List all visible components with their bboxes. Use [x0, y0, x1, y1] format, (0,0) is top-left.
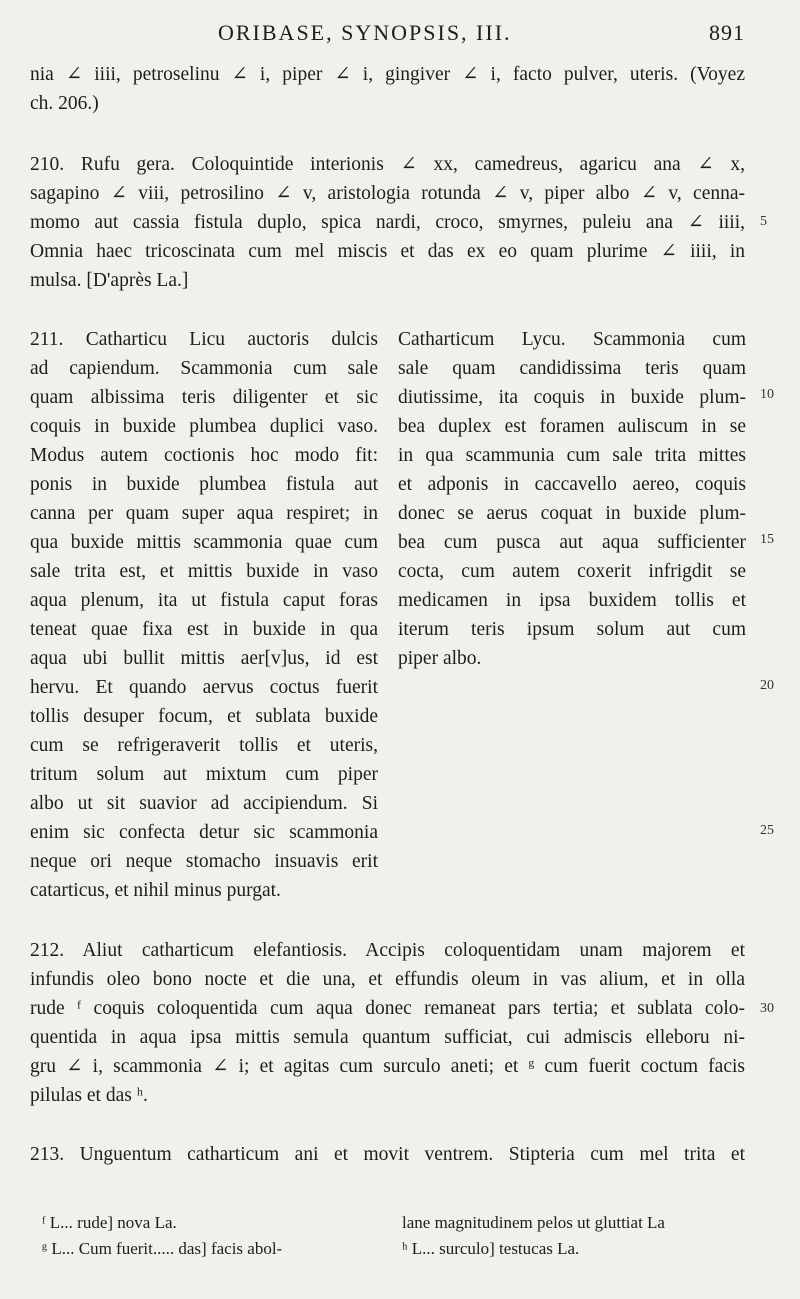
text-line: aqua ubi bullit mittis aer[v]us, id est	[30, 648, 378, 669]
text-line: canna per quam super aqua respiret; in	[30, 503, 378, 524]
text-line: tritum solum aut mixtum cum piper	[30, 764, 378, 785]
text-line: quentida in aqua ipsa mittis semula quantum sufficiat, cui admiscis elleboru ni-	[30, 1027, 745, 1048]
footnote-line: lane magnitudinem pelos ut gluttiat La	[402, 1213, 665, 1232]
text-line: medicamen in ipsa buxidem tollis et	[398, 590, 746, 611]
text-line: iterum teris ipsum solum aut cum	[398, 619, 746, 640]
text-line: in qua scammunia cum sale trita mittes	[398, 445, 746, 466]
text-line: 213. Unguentum catharticum ani et movit ventrem. Stipteria cum mel trita et	[30, 1144, 745, 1165]
text-line: aqua plenum, ita ut fistula caput foras	[30, 590, 378, 611]
section-213	[30, 1140, 745, 1169]
text-line: momo aut cassia fistula duplo, spica nardi, croco, smyrnes, puleiu ana ∠ iiii,	[30, 212, 745, 233]
text-line: gru ∠ i, scammonia ∠ i; et agitas cum surculo aneti; et ᵍ cum fuerit coctum facis	[30, 1056, 745, 1077]
footnote-line: ᶠ L... rude] nova La.	[42, 1213, 177, 1232]
text-line: enim sic confecta detur sic scammonia	[30, 822, 378, 843]
text-line: 210. Rufu gera. Coloquintide interionis ∠ xx, camedreus, agaricu ana ∠ x,	[30, 154, 745, 175]
text-line: neque ori neque stomacho insuavis erit	[30, 851, 378, 872]
intro-paragraph	[30, 60, 745, 118]
text-line: piper albo.	[398, 648, 482, 669]
section-212	[30, 936, 745, 1110]
text-line: Omnia haec tricoscinata cum mel miscis et das ex eo quam plurime ∠ iiii, in	[30, 241, 745, 262]
text-line: ponis in buxide plumbea fistula aut	[30, 474, 378, 495]
text-line: bea duplex est foramen auliscum in se	[398, 416, 746, 437]
text-line: Catharticum Lycu. Scammonia cum	[398, 329, 746, 350]
footnotes-right	[402, 1210, 752, 1262]
text-line: qua buxide mittis scammonia quae cum	[30, 532, 378, 553]
page-header	[30, 20, 745, 50]
text-line: donec se aerus coquat in buxide plum-	[398, 503, 746, 524]
text-line: sale trita est, et mittis buxide in vaso	[30, 561, 378, 582]
text-line: quam albissima teris diligenter et sic	[30, 387, 378, 408]
section-210	[30, 150, 745, 295]
text-line: 212. Aliut catharticum elefantiosis. Accipis coloquentidam unam majorem et	[30, 940, 745, 961]
text-line: tollis desuper focum, et sublata buxide	[30, 706, 378, 727]
text-line: coquis in buxide plumbea duplici vaso.	[30, 416, 378, 437]
line-number: 5	[760, 214, 767, 229]
text-line: ad capiendum. Scammonia cum sale	[30, 358, 378, 379]
line-number: 25	[760, 823, 774, 838]
text-line: mulsa. [D'après La.]	[30, 270, 189, 291]
line-number: 15	[760, 532, 774, 547]
page-number: 891	[709, 20, 745, 45]
section-211-right-column	[398, 325, 746, 673]
text-line: 211. Catharticu Licu auctoris dulcis	[30, 329, 378, 350]
text-line: cocta, cum autem coxerit infrigdit se	[398, 561, 746, 582]
text-line: ch. 206.)	[30, 93, 99, 114]
text-line: bea cum pusca aut aqua sufficienter	[398, 532, 746, 553]
text-line: et adponis in caccavello aereo, coquis	[398, 474, 746, 495]
text-line: sale quam candidissima teris quam	[398, 358, 746, 379]
footnotes-left	[42, 1210, 382, 1262]
running-title: ORIBASE, SYNOPSIS, III.	[218, 20, 512, 45]
text-line: Modus autem coctionis hoc modo fit:	[30, 445, 378, 466]
text-line: pilulas et das ʰ.	[30, 1085, 148, 1106]
section-211-left-column	[30, 325, 378, 905]
footnote-line: ʰ L... surculo] testucas La.	[402, 1239, 580, 1258]
text-line: infundis oleo bono nocte et die una, et effundis oleum in vas alium, et in olla	[30, 969, 745, 990]
text-line: sagapino ∠ viii, petrosilino ∠ v, aristologia rotunda ∠ v, piper albo ∠ v, cenna-	[30, 183, 745, 204]
text-line: nia ∠ iiii, petroselinu ∠ i, piper ∠ i, gingiver ∠ i, facto pulver, uteris. (Voyez	[30, 64, 745, 85]
text-line: albo ut sit suavior ad accipiendum. Si	[30, 793, 378, 814]
text-line: hervu. Et quando aervus coctus fuerit	[30, 677, 378, 698]
line-number: 30	[760, 1001, 774, 1016]
line-number: 10	[760, 387, 774, 402]
text-line: teneat quae fixa est in buxide in qua	[30, 619, 378, 640]
text-line: cum se refrigeraverit tollis et uteris,	[30, 735, 378, 756]
text-line: diutissime, ita coquis in buxide plum-	[398, 387, 746, 408]
text-line: catarticus, et nihil minus purgat.	[30, 880, 281, 901]
line-number: 20	[760, 678, 774, 693]
footnote-line: ᵍ L... Cum fuerit..... das] facis abol-	[42, 1239, 283, 1258]
text-line: rude ᶠ coquis coloquentida cum aqua donec remaneat pars tertia; et sublata colo-	[30, 998, 745, 1019]
